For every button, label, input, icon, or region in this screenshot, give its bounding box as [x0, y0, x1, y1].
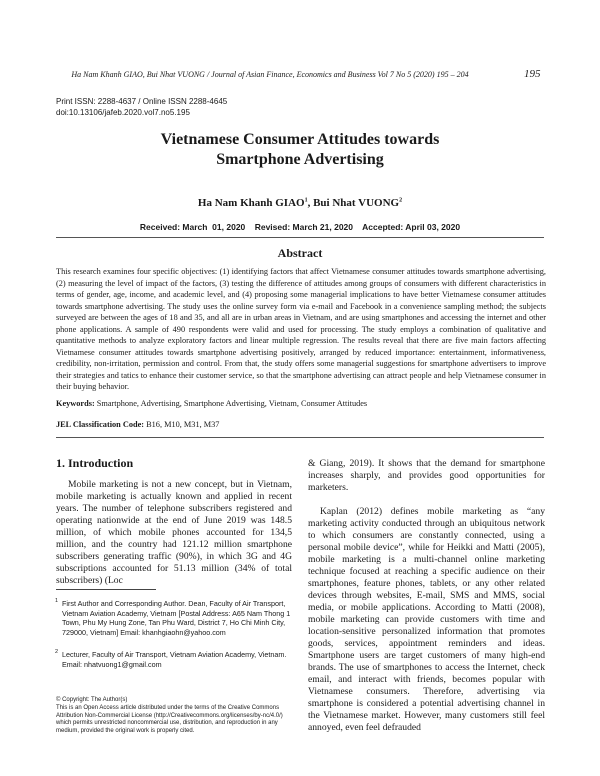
footnote-2 [56, 650, 292, 669]
running-header: Ha Nam Khanh GIAO, Bui Nhat VUONG / Journal of Asian Finance, Economics and Business Vol 7 No 5 (2020) 195 – 204 [71, 70, 469, 79]
author-1: Ha Nam Khanh GIAO [197, 197, 305, 209]
footnote-divider [56, 589, 156, 590]
abstract-body: This research examines four specific objectives: (1) identifying factors that affect Vietnamese consumer attitudes towards smartphone advertising, (2) measuring the level of impact of the factors, (3) testing the difference of attitudes among groups of consumers with different characteristics in terms of gender, age, income, and academic level, and (4) proposing some managerial implications to have better Vietnamese consumer attitudes towards smartphone advertising. The study uses the online survey form via e-mail and Facebook in a convenience sampling method; the subjects surveyed are between the ages of 18 and 35, and all are in urban areas in Vietnam, and are using smartphones and accessing the internet and other phone applications. A sample of 490 respondents were valid and used for processing. The study employs a combination of qualitative and quantitative methods to analyze exploratory factors and linear multiple regression. The results reveal that there are five main factors affecting Vietnamese consumer attitudes towards smartphone advertising positively, arranged by reduced importance: entertainment, informativeness, credibility, non-irritation, permission and control. From that, the study offers some managerial suggestions for smartphone advertisers to improve their strategies and tatics to enhance their customer service, so that the smartphone advertising can attract people and help Vietnamese consumer in their buying behavior. [56, 267, 546, 391]
author-2-mark: 2 [399, 197, 403, 204]
copyright-notice [56, 697, 292, 736]
article-dates: Received: March 01, 2020 Revised: March 21, 2020 Accepted: April 03, 2020 [139, 222, 461, 232]
footnote-1-mark: 1 [55, 598, 59, 604]
abstract-heading: Abstract [277, 246, 323, 260]
license-text: This is an Open Access article distributed under the terms of the Creative Commons Attribution Non-Commercial License (http://Creativecommons.org/licenses/by-nc/4.0/) which permits unrestricted noncommercial use, distribution, and reproduction in any medium, provided the original work is properly cited. [56, 704, 283, 735]
footnote-1 [56, 599, 292, 637]
keywords-line [56, 399, 546, 408]
jel-codes: B16, M10, M31, M37 [144, 420, 220, 429]
author-1-mark: 1 [304, 197, 308, 204]
title-line-2: Smartphone Advertising [216, 151, 384, 168]
divider-top [56, 237, 544, 238]
intro-left-column [56, 479, 292, 587]
jel-line [56, 420, 546, 429]
footnote-2-mark: 2 [55, 649, 59, 655]
author-list [60, 197, 540, 209]
author-separator: , [307, 197, 314, 209]
issn-block [56, 96, 227, 118]
title-line-1: Vietnamese Consumer Attitudes towards [160, 131, 440, 148]
doi-line: doi:10.13106/jafeb.2020.vol7.no5.195 [56, 108, 190, 117]
keywords-label: Keywords: [56, 399, 95, 408]
page-number: 195 [524, 68, 541, 80]
author-2: Bui Nhat VUONG [313, 197, 400, 209]
footnote-2-text: Lecturer, Faculty of Air Transport, Vietnam Aviation Academy, Vietnam. Email: nhatvuong1@gmail.com [62, 650, 287, 669]
article-title [60, 130, 540, 170]
intro-paragraph-1: Mobile marketing is not a new concept, but in Vietnam, mobile marketing is actually known and applied in recent years. The number of telephone subscribers registered and operating nationwide at the end of June 2019 was 148.5 million, of which mobile phones accounted for 134,5 million, and the country had 121.12 million smartphone subscribers generating traffic (90%), in which 3G and 4G subscriptions accounted for 51.13 million (34% of total subscribers) (Loc [56, 479, 292, 586]
intro-paragraph-1-cont: & Giang, 2019). It shows that the demand for smartphone increases sharply, and provides good opportunities for marketers. [308, 458, 545, 493]
jel-label: JEL Classification Code: [56, 420, 145, 429]
intro-paragraph-2: Kaplan (2012) defines mobile marketing as “any marketing activity conducted through an ubiquitous network to which consumers are constantly connected, using a personal mobile device”, while for Heikki and Matti (2005), mobile marketing is a multi-channel online marketing technique focused at reaching a specific audience on their smartphones, feature phones, tablets, or any other related devices through websites, E-mail, SMS and MMS, social media, or mobile applications. According to Matti (2008), mobile marketing can provide customers with time and location-sensitive personalized information that promotes goods, services, appointment reminders and ideas. Smartphone users are target customers of many high-end brands. The use of smartphones to access the Internet, check email, and interact with friends, becomes popular with Vietnamese consumers. Therefore, advertising via smartphone is considered a potential advertising channel in the Vietnamese market. However, many customers still feel annoyed, even feel defrauded [308, 506, 545, 733]
section-heading-introduction: 1. Introduction [56, 456, 134, 470]
divider-mid [56, 437, 544, 438]
copyright-line: © Copyright: The Author(s) [56, 697, 128, 703]
footnote-1-text: First Author and Corresponding Author. Dean, Faculty of Air Transport, Vietnam Aviation Academy, Vietnam [Postal Address: A65 Nam Thong 1 Town, Phu My Hung Zone, Tan Phu Ward, District 7, Ho Chi Minh City, 729000, Vietnam] Email: khanhgiaohn@yahoo.com [62, 599, 291, 637]
issn-line: Print ISSN: 2288-4637 / Online ISSN 2288-4645 [56, 97, 228, 106]
intro-right-column [308, 458, 545, 734]
keywords-text: Smartphone, Advertising, Smartphone Advertising, Vietnam, Consumer Attitudes [94, 399, 368, 408]
